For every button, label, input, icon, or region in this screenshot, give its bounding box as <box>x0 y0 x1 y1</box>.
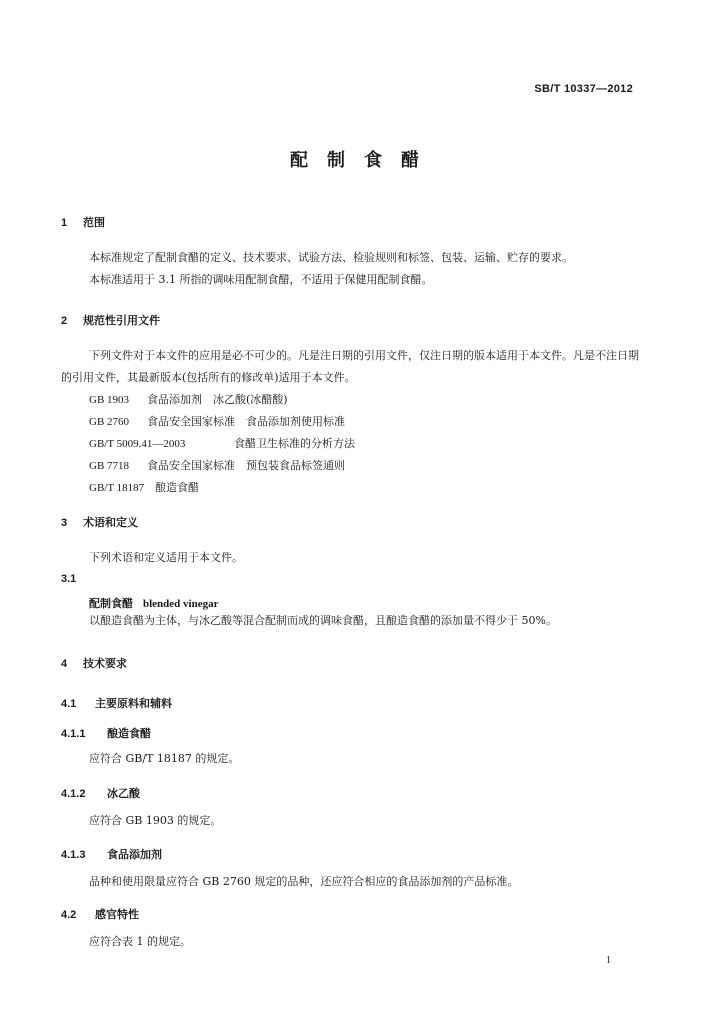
section-number: 4.1.1 <box>61 728 86 740</box>
reference-code: GB/T 5009.41—2003 <box>89 438 186 450</box>
section-number: 2 <box>61 315 68 327</box>
reference-code: GB/T 18187 <box>89 482 145 494</box>
document-title: 配制食醋 <box>290 150 438 171</box>
section-4-2-text: 应符合表 1 的规定。 <box>89 935 191 948</box>
section-number: 4.1.3 <box>61 849 86 861</box>
term-chinese: 配制食醋 <box>89 597 133 610</box>
section-4-2-heading <box>61 906 139 922</box>
section-4-1-1-text: 应符合 GB/T 18187 的规定。 <box>89 752 240 765</box>
reference-item <box>89 411 355 433</box>
term-english: blended vinegar <box>143 598 219 610</box>
section-4-1-2-text: 应符合 GB 1903 的规定。 <box>89 814 222 827</box>
reference-name: 食醋卫生标准的分析方法 <box>234 437 355 450</box>
section-4-1-2-heading <box>61 785 140 801</box>
reference-code: GB 2760 <box>89 416 130 428</box>
section-number: 4 <box>61 658 68 670</box>
page-number: 1 <box>606 955 611 966</box>
term-definition: 以酿造食醋为主体，与冰乙酸等混合配制而成的调味食醋，且酿造食醋的添加量不得少于 50%。 <box>89 614 557 627</box>
section-1-heading <box>61 214 105 230</box>
section-4-1-3-text: 品种和使用限量应符合 GB 2760 规定的品种，还应符合相应的食品添加剂的产品标准。 <box>89 875 519 888</box>
term-number: 3.1 <box>61 573 77 585</box>
reference-item <box>89 477 355 499</box>
reference-code: GB 7718 <box>89 460 130 472</box>
section-title: 食品添加剂 <box>107 848 162 861</box>
reference-item <box>89 455 355 477</box>
section-title: 酿造食醋 <box>107 727 151 740</box>
section-2-heading <box>61 312 160 328</box>
section-title: 范围 <box>83 216 105 229</box>
section-title: 技术要求 <box>83 657 127 670</box>
reference-code: GB 1903 <box>89 394 130 406</box>
section-4-1-heading <box>61 695 172 711</box>
standard-code: SB/T 10337—2012 <box>534 83 633 95</box>
section-2-paragraph-1: 下列文件对于本文件的应用是必不可少的。凡是注日期的引用文件，仅注日期的版本适用于本文件。凡是不注日期的引用文件，其最新版本(包括所有的修改单)适用于本文件。 <box>61 349 639 384</box>
section-number: 4.1 <box>61 698 77 710</box>
section-1-paragraph-1: 本标准规定了配制食醋的定义、技术要求、试验方法、检验规则和标签、包装、运输、贮存的要求。 <box>89 251 573 264</box>
reference-name: 食品安全国家标准 预包装食品标签通则 <box>147 459 345 472</box>
section-number: 1 <box>61 217 68 229</box>
section-title: 规范性引用文件 <box>83 314 160 327</box>
section-3-paragraph-1: 下列术语和定义适用于本文件。 <box>89 551 243 564</box>
reference-item <box>89 433 355 455</box>
section-title: 术语和定义 <box>83 516 138 529</box>
section-1-paragraph-2: 本标准适用于 3.1 所指的调味用配制食醋，不适用于保健用配制食醋。 <box>89 273 433 286</box>
reference-name: 食品添加剂 冰乙酸(冰醋酸) <box>147 393 288 406</box>
reference-name: 酿造食醋 <box>155 481 199 494</box>
reference-item <box>89 389 355 411</box>
reference-name: 食品安全国家标准 食品添加剂使用标准 <box>147 415 345 428</box>
section-number: 4.1.2 <box>61 788 86 800</box>
section-3-heading <box>61 514 138 530</box>
section-4-heading <box>61 655 127 671</box>
section-title: 冰乙酸 <box>107 787 140 800</box>
section-title: 感官特性 <box>95 908 139 921</box>
section-number: 4.2 <box>61 909 77 921</box>
section-4-1-3-heading <box>61 846 162 862</box>
reference-list <box>89 389 355 499</box>
term-name <box>89 595 218 611</box>
section-title: 主要原料和辅料 <box>95 697 172 710</box>
section-number: 3 <box>61 517 68 529</box>
section-4-1-1-heading <box>61 725 151 741</box>
